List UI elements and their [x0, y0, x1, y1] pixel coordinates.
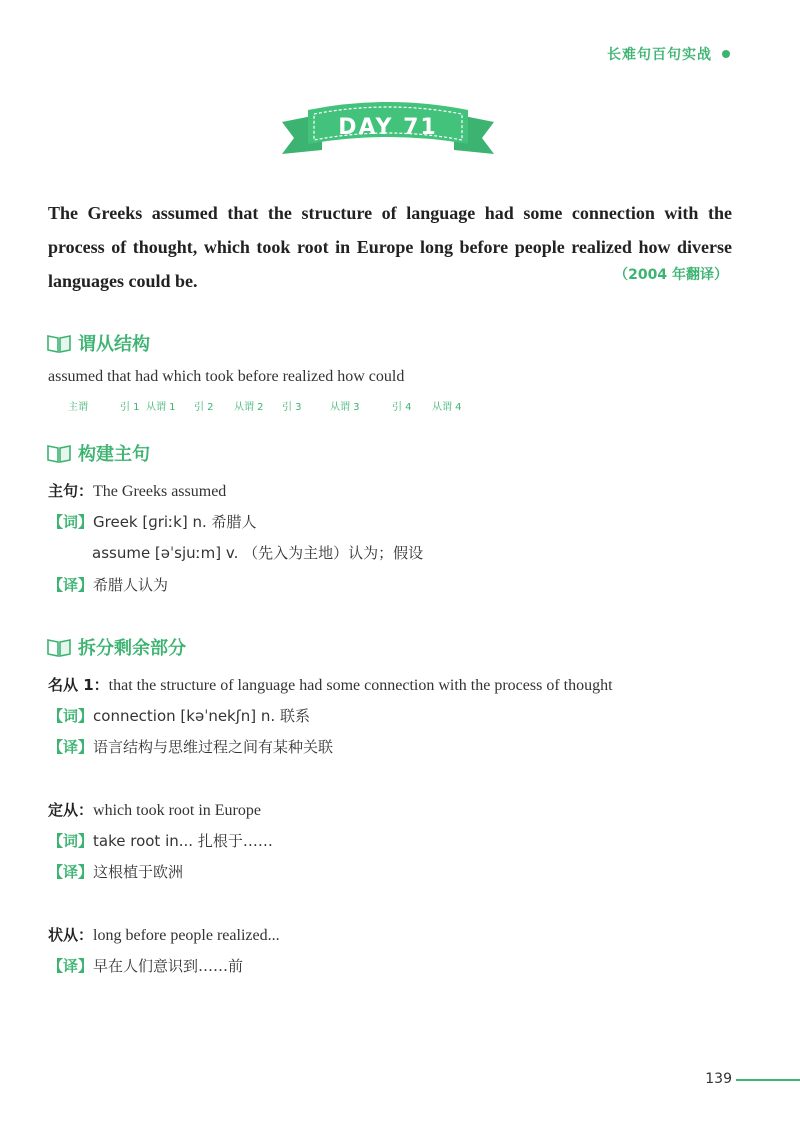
main-clause-text: The Greeks assumed	[93, 483, 227, 500]
clause-line	[48, 799, 261, 820]
vocab-entry: Greek [ɡriːk] n. 希腊人	[93, 513, 257, 531]
section-title: 拆分剩余部分	[78, 638, 186, 659]
section-rest-heading	[46, 634, 186, 660]
vocab-line	[48, 705, 310, 726]
main-clause-line	[48, 480, 226, 501]
annotation: 从谓 2	[234, 402, 264, 413]
section-main-clause-heading	[46, 440, 150, 466]
main-sentence: The Greeks assumed that the structure of language had some connection with the process of thought, which took root in Europe long before people realized how diverse languages could be.	[48, 203, 732, 291]
predicate-words: assumed that had which took before realized how could	[48, 368, 405, 385]
book-icon	[46, 636, 72, 658]
vocab-tag: 【词】	[48, 513, 94, 531]
day-banner	[272, 92, 504, 164]
translation-tag: 【译】	[48, 738, 94, 756]
header-dot-icon	[722, 50, 730, 58]
annotation: 引 3	[282, 402, 302, 413]
page-rule	[736, 1079, 800, 1081]
vocab-tag: 【词】	[48, 707, 94, 725]
annotation: 主谓	[68, 402, 88, 413]
translation-text: 语言结构与思维过程之间有某种关联	[93, 738, 334, 756]
annotation: 从谓 3	[330, 402, 360, 413]
annotation: 从谓 4	[432, 402, 462, 413]
vocab-line	[48, 511, 257, 532]
translation-line	[48, 861, 183, 882]
main-clause-label: 主句：	[48, 482, 94, 500]
vocab-entry: connection [kəˈnekʃn] n. 联系	[93, 707, 310, 725]
translation-text: 这根植于欧洲	[93, 863, 184, 881]
translation-line	[48, 574, 168, 595]
translation-tag: 【译】	[48, 863, 94, 881]
clause-label: 定从：	[48, 801, 94, 819]
section-predicate-heading	[46, 330, 150, 356]
annotation: 引 2	[194, 402, 214, 413]
clause-line	[48, 674, 613, 695]
clause-text: that the structure of language had some connection with the process of thought	[108, 677, 613, 694]
vocab-tag: 【词】	[48, 832, 94, 850]
vocab-entry: take root in... 扎根于……	[93, 832, 273, 850]
translation-line	[48, 736, 333, 757]
translation-line	[48, 955, 243, 976]
book-icon	[46, 442, 72, 464]
section-title: 构建主句	[78, 444, 150, 465]
vocab-line	[92, 542, 423, 563]
vocab-entry: assume [əˈsjuːm] v. （先入为主地）认为；假设	[92, 544, 424, 562]
sentence-source: （2004 年翻译）	[614, 267, 728, 283]
running-header: 长难句百句实战	[607, 47, 712, 63]
clause-label: 状从：	[48, 926, 94, 944]
book-icon	[46, 332, 72, 354]
page-number: 139	[705, 1071, 732, 1087]
annotation: 从谓 1	[146, 402, 176, 413]
translation-text: 希腊人认为	[93, 576, 169, 594]
banner-text: DAY 71	[338, 115, 438, 140]
vocab-line	[48, 830, 273, 851]
section-title: 谓从结构	[78, 334, 150, 355]
clause-label: 名从 1：	[48, 676, 109, 694]
clause-text: long before people realized...	[93, 927, 280, 944]
annotation: 引 4	[392, 402, 412, 413]
clause-text: which took root in Europe	[93, 802, 261, 819]
annotation: 引 1	[120, 402, 140, 413]
translation-text: 早在人们意识到……前	[93, 957, 244, 975]
clause-line	[48, 924, 280, 945]
translation-tag: 【译】	[48, 957, 94, 975]
translation-tag: 【译】	[48, 576, 94, 594]
